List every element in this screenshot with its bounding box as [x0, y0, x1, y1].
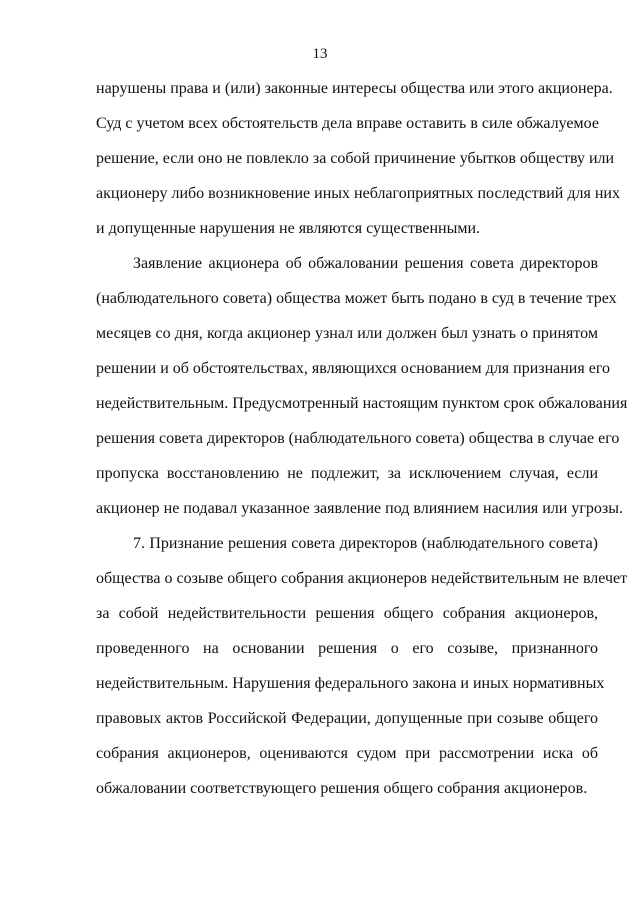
- text-line: правовых актов Российской Федерации, допущенные при созыве общего: [96, 710, 598, 727]
- text-line: недействительным. Нарушения федерального закона и иных нормативных: [96, 675, 605, 692]
- text-line: Заявление акционера об обжаловании решения совета директоров: [133, 255, 598, 272]
- page-number: 13: [312, 46, 328, 62]
- text-line: общества о созыве общего собрания акционеров недействительным не влечет: [96, 570, 628, 587]
- text-line: нарушены права и (или) законные интересы общества или этого акционера.: [96, 80, 613, 97]
- text-line: акционеру либо возникновение иных неблагоприятных последствий для них: [96, 185, 620, 202]
- text-line: за собой недействительности решения общего собрания акционеров,: [96, 605, 598, 622]
- text-line: проведенного на основании решения о его созыве, признанного: [96, 640, 598, 657]
- text-line: обжаловании соответствующего решения общего собрания акционеров.: [96, 780, 588, 797]
- text-line: решении и об обстоятельствах, являющихся основанием для признания его: [96, 360, 610, 377]
- text-line: месяцев со дня, когда акционер узнал или должен был узнать о принятом: [96, 325, 598, 342]
- text-line: акционер не подавал указанное заявление под влиянием насилия или угрозы.: [96, 500, 623, 517]
- text-line: собрания акционеров, оцениваются судом при рассмотрении иска об: [96, 745, 598, 762]
- text-line: недействительным. Предусмотренный настоящим пунктом срок обжалования: [96, 395, 628, 412]
- text-line: (наблюдательного совета) общества может быть подано в суд в течение трех: [96, 290, 617, 307]
- text-line: решение, если оно не повлекло за собой причинение убытков обществу или: [96, 150, 615, 167]
- text-line: Суд с учетом всех обстоятельств дела вправе оставить в силе обжалуемое: [96, 115, 599, 132]
- text-line: пропуска восстановлению не подлежит, за исключением случая, если: [96, 465, 598, 482]
- text-line: решения совета директоров (наблюдательного совета) общества в случае его: [96, 430, 620, 447]
- text-line: и допущенные нарушения не являются существенными.: [96, 220, 481, 237]
- text-line: 7. Признание решения совета директоров (наблюдательного совета): [133, 535, 598, 552]
